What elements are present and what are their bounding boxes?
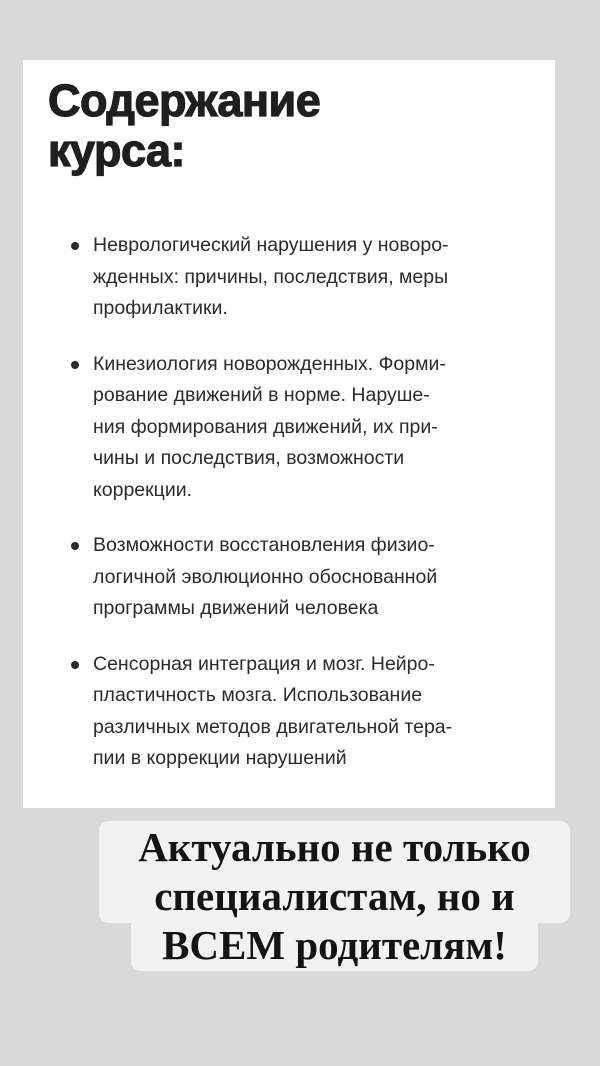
page-title <box>48 76 320 176</box>
caption-line-1: Актуально не только <box>99 821 570 873</box>
item-text-line: программы движений человека <box>93 597 379 619</box>
bullet-icon <box>71 542 79 550</box>
item-text-line: жденных: причины, последствия, меры <box>93 265 449 288</box>
list-item <box>23 649 555 775</box>
list-item <box>23 530 555 625</box>
item-text-line: чины и последствия, возможности <box>93 447 405 469</box>
course-topics-list <box>23 230 555 799</box>
item-text-line: Возможности восстановления физио- <box>93 534 435 556</box>
item-text-line: рование движений в норме. Наруше- <box>93 384 430 406</box>
list-item <box>23 230 555 325</box>
course-content-card <box>23 60 555 808</box>
item-text-line: профилактики. <box>93 297 228 319</box>
bullet-icon <box>71 242 79 250</box>
caption-line-3: ВСЕМ родителям! <box>131 921 538 971</box>
item-text-line: пии в коррекции нарушений <box>93 747 347 769</box>
item-text-line: Сенсорная интеграция и мозг. Нейро- <box>93 652 435 675</box>
item-text-line: коррекции. <box>93 478 193 501</box>
title-line-1: Содержание <box>48 75 321 126</box>
item-text-line: Кинезиология новорожденных. Форми- <box>93 352 446 375</box>
list-item <box>23 349 555 507</box>
bullet-icon <box>71 661 79 669</box>
bullet-icon <box>71 361 79 369</box>
item-text-line: пластичность мозга. Использование <box>93 684 423 706</box>
caption-line-2: специалистам, но и <box>99 871 570 923</box>
item-text-line: различных методов двигательной тера- <box>93 715 453 738</box>
item-text-line: ния формирования движений, их при- <box>93 415 438 438</box>
title-line-2: курса: <box>48 125 186 176</box>
item-text-line: логичной эволюционно обоснованной <box>93 565 438 588</box>
item-text-line: Неврологический нарушения у новоро- <box>93 234 449 256</box>
